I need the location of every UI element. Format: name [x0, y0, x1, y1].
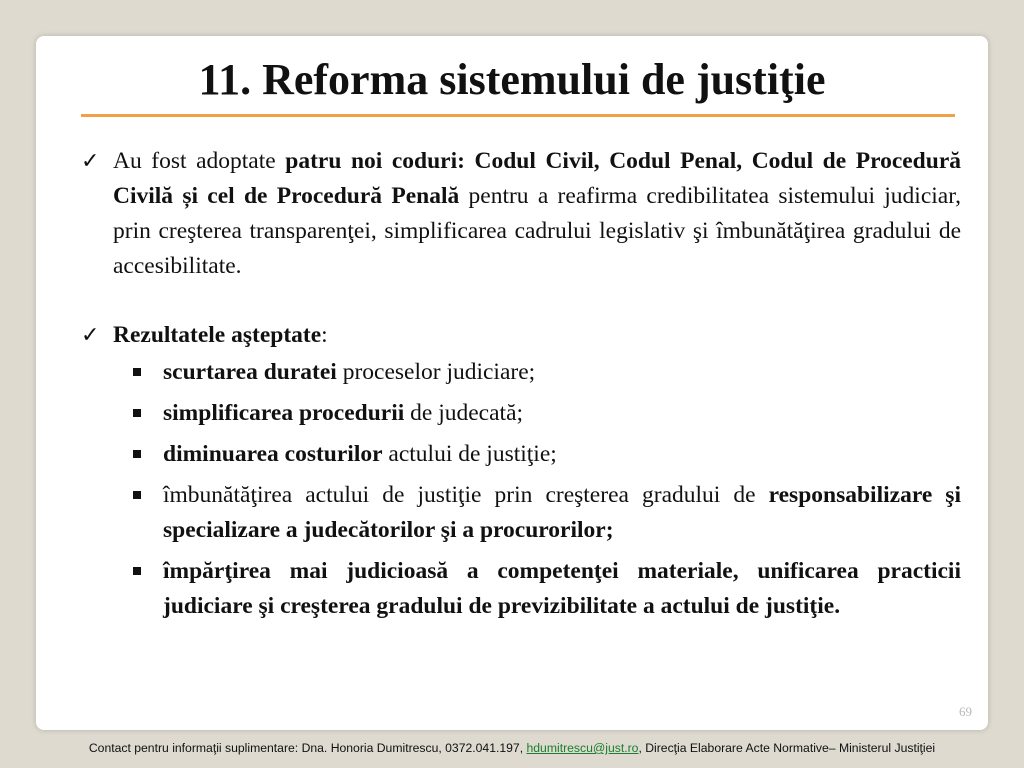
list-item-text	[163, 558, 961, 619]
bold-text-run: scurtarea duratei	[163, 359, 337, 385]
list-item	[81, 478, 961, 548]
list-item	[81, 554, 961, 624]
bold-text-run: patru noi coduri: Codul Civil, Codul Penal, Codul de Procedură Civilă și cel de Procedură Penală	[113, 148, 962, 209]
text-run: actului de justiţie;	[382, 441, 557, 467]
square-bullet-icon	[133, 368, 141, 376]
footer-prefix: Contact pentru informaţii suplimentare: Dna. Honoria Dumitrescu, 0372.041.197,	[88, 741, 527, 755]
footer-suffix: , Direcţia Elaborare Acte Normative– Ministerul Justiţiei	[638, 741, 936, 755]
text-run: :	[321, 322, 328, 348]
list-item-text	[163, 441, 557, 467]
text-run: proceselor judiciare;	[336, 359, 536, 385]
bullet-text	[113, 322, 328, 348]
expected-results-list	[81, 355, 961, 624]
email-link[interactable]: hdumitrescu@just.ro	[526, 741, 639, 755]
slide-body	[81, 144, 961, 630]
bold-text-run: Rezultatele aşteptate	[113, 322, 322, 348]
title-underline	[81, 114, 955, 117]
bold-text-run: diminuarea costurilor	[163, 441, 383, 467]
checkmark-icon: ✓	[81, 149, 100, 174]
text-run: de judecată;	[404, 400, 524, 426]
checkmark-icon: ✓	[81, 323, 100, 348]
bullet-text	[113, 148, 961, 279]
footer-contact	[0, 741, 1024, 755]
text-run: Au fost adoptate	[113, 148, 286, 174]
text-run: îmbunătăţirea actului de justiţie prin creşterea gradului de	[163, 482, 769, 508]
slide-title: 11. Reforma sistemului de justiţie	[198, 55, 826, 104]
list-item	[81, 396, 961, 431]
square-bullet-icon	[133, 450, 141, 458]
text-run: pentru a reafirma credibilitatea sistemului judiciar, prin creşterea transparenţei, simplificarea cadrului legislativ şi îmbunătăţirea gradului de accesibilitate.	[113, 183, 961, 279]
bullet-item	[81, 144, 961, 284]
square-bullet-icon	[133, 491, 141, 499]
bold-text-run: simplificarea procedurii	[163, 400, 405, 426]
bullet-item	[81, 318, 961, 353]
bold-text-run: responsabilizare şi specializare a judecătorilor şi a procurorilor;	[163, 482, 961, 543]
list-item-text	[163, 400, 523, 426]
page-number: 69	[959, 704, 972, 719]
list-item-text	[163, 482, 961, 543]
list-item	[81, 355, 961, 390]
square-bullet-icon	[133, 567, 141, 575]
list-item	[81, 437, 961, 472]
list-item-text	[163, 359, 535, 385]
slide-card	[36, 36, 988, 730]
square-bullet-icon	[133, 409, 141, 417]
bold-text-run: împărţirea mai judicioasă a competenţei materiale, unificarea practicii judiciare şi creşterea gradului de previzibilitate a actului de justiţie.	[163, 558, 961, 619]
